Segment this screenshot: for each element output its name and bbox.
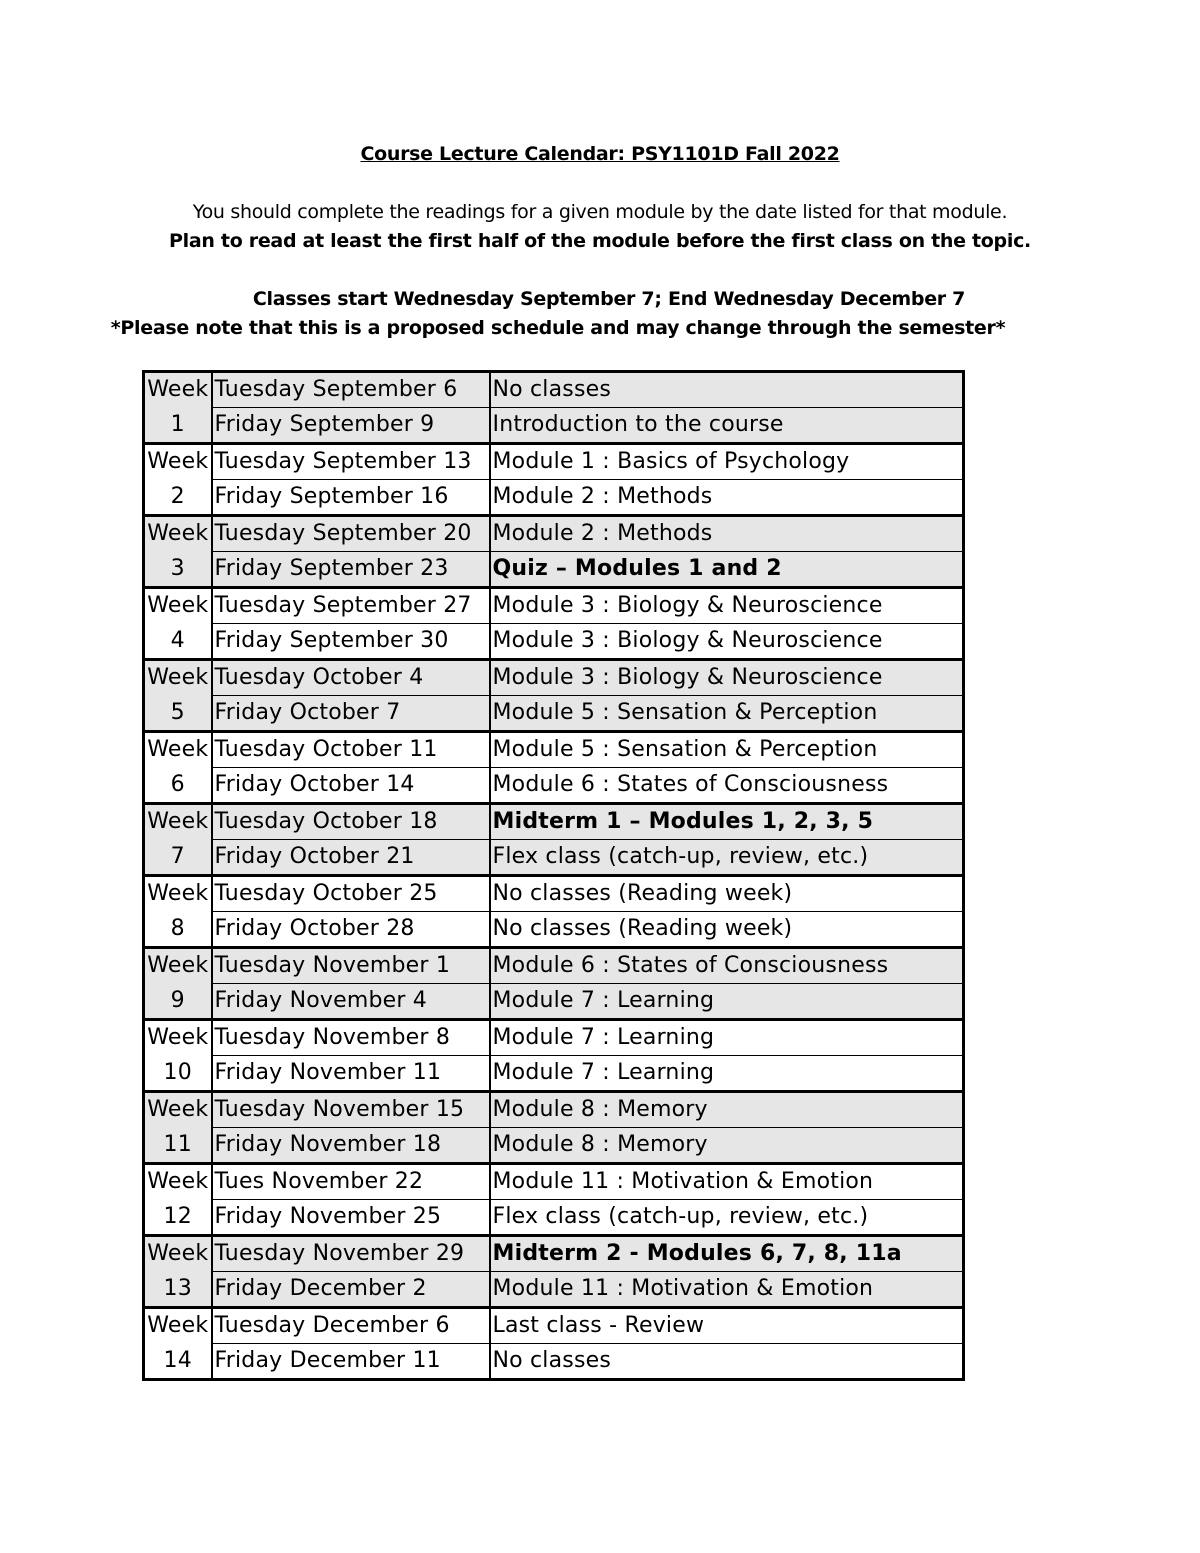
schedule-row bbox=[144, 660, 964, 696]
week-label: Week bbox=[144, 804, 212, 840]
schedule-row bbox=[144, 804, 964, 840]
session-date: Tuesday October 18 bbox=[212, 804, 490, 840]
schedule-row bbox=[144, 1092, 964, 1128]
session-date: Tuesday November 29 bbox=[212, 1236, 490, 1272]
week-label: Week bbox=[144, 660, 212, 696]
session-date: Friday October 14 bbox=[212, 768, 490, 804]
session-topic: Module 11 : Motivation & Emotion bbox=[490, 1164, 964, 1200]
session-topic: No classes (Reading week) bbox=[490, 912, 964, 948]
session-date: Tuesday November 15 bbox=[212, 1092, 490, 1128]
session-topic: No classes bbox=[490, 372, 964, 408]
session-topic: Module 6 : States of Consciousness bbox=[490, 768, 964, 804]
session-date: Tuesday October 25 bbox=[212, 876, 490, 912]
week-label: Week bbox=[144, 1092, 212, 1128]
lecture-schedule-table bbox=[142, 370, 965, 1381]
schedule-body bbox=[144, 372, 964, 1380]
session-topic: Module 5 : Sensation & Perception bbox=[490, 732, 964, 768]
week-number: 7 bbox=[144, 840, 212, 876]
session-topic: Module 11 : Motivation & Emotion bbox=[490, 1272, 964, 1308]
week-label: Week bbox=[144, 948, 212, 984]
session-topic: Module 8 : Memory bbox=[490, 1092, 964, 1128]
schedule-row bbox=[144, 876, 964, 912]
week-label: Week bbox=[144, 1020, 212, 1056]
page-title: Course Lecture Calendar: PSY1101D Fall 2022 bbox=[360, 143, 840, 165]
week-number: 5 bbox=[144, 696, 212, 732]
week-label: Week bbox=[144, 516, 212, 552]
session-date: Tues November 22 bbox=[212, 1164, 490, 1200]
week-label: Week bbox=[144, 588, 212, 624]
week-number: 13 bbox=[144, 1272, 212, 1308]
week-number: 1 bbox=[144, 408, 212, 444]
session-date: Tuesday September 20 bbox=[212, 516, 490, 552]
schedule-row bbox=[144, 408, 964, 444]
session-topic: Last class - Review bbox=[490, 1308, 964, 1344]
session-topic: Module 7 : Learning bbox=[490, 984, 964, 1020]
session-topic: Module 6 : States of Consciousness bbox=[490, 948, 964, 984]
session-date: Friday November 4 bbox=[212, 984, 490, 1020]
schedule-row bbox=[144, 912, 964, 948]
session-topic: No classes bbox=[490, 1344, 964, 1380]
session-date: Friday October 21 bbox=[212, 840, 490, 876]
week-number: 9 bbox=[144, 984, 212, 1020]
session-date: Friday September 9 bbox=[212, 408, 490, 444]
session-date: Friday September 30 bbox=[212, 624, 490, 660]
session-date: Tuesday October 4 bbox=[212, 660, 490, 696]
session-topic: Module 2 : Methods bbox=[490, 516, 964, 552]
schedule-row bbox=[144, 516, 964, 552]
week-number: 4 bbox=[144, 624, 212, 660]
session-date: Friday September 16 bbox=[212, 480, 490, 516]
week-label: Week bbox=[144, 372, 212, 408]
schedule-row bbox=[144, 1200, 964, 1236]
week-label: Week bbox=[144, 732, 212, 768]
week-label: Week bbox=[144, 876, 212, 912]
schedule-change-note: *Please note that this is a proposed schedule and may change through the semester* bbox=[110, 317, 1006, 339]
schedule-row bbox=[144, 624, 964, 660]
session-topic: Module 7 : Learning bbox=[490, 1056, 964, 1092]
schedule-row bbox=[144, 984, 964, 1020]
week-label: Week bbox=[144, 1308, 212, 1344]
session-date: Tuesday December 6 bbox=[212, 1308, 490, 1344]
week-number: 8 bbox=[144, 912, 212, 948]
session-topic: Midterm 2 - Modules 6, 7, 8, 11a bbox=[490, 1236, 964, 1272]
session-date: Tuesday September 27 bbox=[212, 588, 490, 624]
session-topic: Module 3 : Biology & Neuroscience bbox=[490, 660, 964, 696]
schedule-row bbox=[144, 840, 964, 876]
session-date: Friday October 28 bbox=[212, 912, 490, 948]
schedule-row bbox=[144, 1020, 964, 1056]
session-date: Tuesday October 11 bbox=[212, 732, 490, 768]
session-topic: Module 2 : Methods bbox=[490, 480, 964, 516]
schedule-row bbox=[144, 588, 964, 624]
schedule-row bbox=[144, 1056, 964, 1092]
week-number: 3 bbox=[144, 552, 212, 588]
schedule-row bbox=[144, 444, 964, 480]
schedule-row bbox=[144, 552, 964, 588]
schedule-row bbox=[144, 732, 964, 768]
week-number: 10 bbox=[144, 1056, 212, 1092]
week-label: Week bbox=[144, 1164, 212, 1200]
schedule-row bbox=[144, 372, 964, 408]
week-number: 11 bbox=[144, 1128, 212, 1164]
schedule-row bbox=[144, 1308, 964, 1344]
schedule-row bbox=[144, 480, 964, 516]
session-topic: Module 8 : Memory bbox=[490, 1128, 964, 1164]
week-number: 14 bbox=[144, 1344, 212, 1380]
session-date: Friday November 11 bbox=[212, 1056, 490, 1092]
session-date: Tuesday September 13 bbox=[212, 444, 490, 480]
session-date: Friday October 7 bbox=[212, 696, 490, 732]
session-date: Friday December 2 bbox=[212, 1272, 490, 1308]
schedule-row bbox=[144, 768, 964, 804]
session-date: Tuesday September 6 bbox=[212, 372, 490, 408]
schedule-row bbox=[144, 1128, 964, 1164]
session-topic: Module 1 : Basics of Psychology bbox=[490, 444, 964, 480]
schedule-row bbox=[144, 948, 964, 984]
session-date: Friday September 23 bbox=[212, 552, 490, 588]
session-topic: Module 7 : Learning bbox=[490, 1020, 964, 1056]
session-topic: Quiz – Modules 1 and 2 bbox=[490, 552, 964, 588]
schedule-row bbox=[144, 1236, 964, 1272]
schedule-row bbox=[144, 1164, 964, 1200]
session-topic: Module 3 : Biology & Neuroscience bbox=[490, 588, 964, 624]
week-number: 12 bbox=[144, 1200, 212, 1236]
session-topic: Introduction to the course bbox=[490, 408, 964, 444]
reading-plan-note: Plan to read at least the first half of the module before the first class on the topic. bbox=[169, 230, 1031, 252]
session-topic: Flex class (catch-up, review, etc.) bbox=[490, 1200, 964, 1236]
session-topic: Module 3 : Biology & Neuroscience bbox=[490, 624, 964, 660]
session-topic: Flex class (catch-up, review, etc.) bbox=[490, 840, 964, 876]
session-topic: Midterm 1 – Modules 1, 2, 3, 5 bbox=[490, 804, 964, 840]
session-topic: No classes (Reading week) bbox=[490, 876, 964, 912]
session-date: Tuesday November 1 bbox=[212, 948, 490, 984]
week-number: 2 bbox=[144, 480, 212, 516]
schedule-row bbox=[144, 1272, 964, 1308]
session-date: Friday November 25 bbox=[212, 1200, 490, 1236]
schedule-row bbox=[144, 696, 964, 732]
session-date: Tuesday November 8 bbox=[212, 1020, 490, 1056]
reading-instruction: You should complete the readings for a given module by the date listed for that module. bbox=[192, 201, 1008, 223]
schedule-row bbox=[144, 1344, 964, 1380]
week-number: 6 bbox=[144, 768, 212, 804]
session-topic: Module 5 : Sensation & Perception bbox=[490, 696, 964, 732]
week-label: Week bbox=[144, 1236, 212, 1272]
week-label: Week bbox=[144, 444, 212, 480]
class-start-end-dates: Classes start Wednesday September 7; End Wednesday December 7 bbox=[252, 288, 966, 310]
session-date: Friday November 18 bbox=[212, 1128, 490, 1164]
session-date: Friday December 11 bbox=[212, 1344, 490, 1380]
